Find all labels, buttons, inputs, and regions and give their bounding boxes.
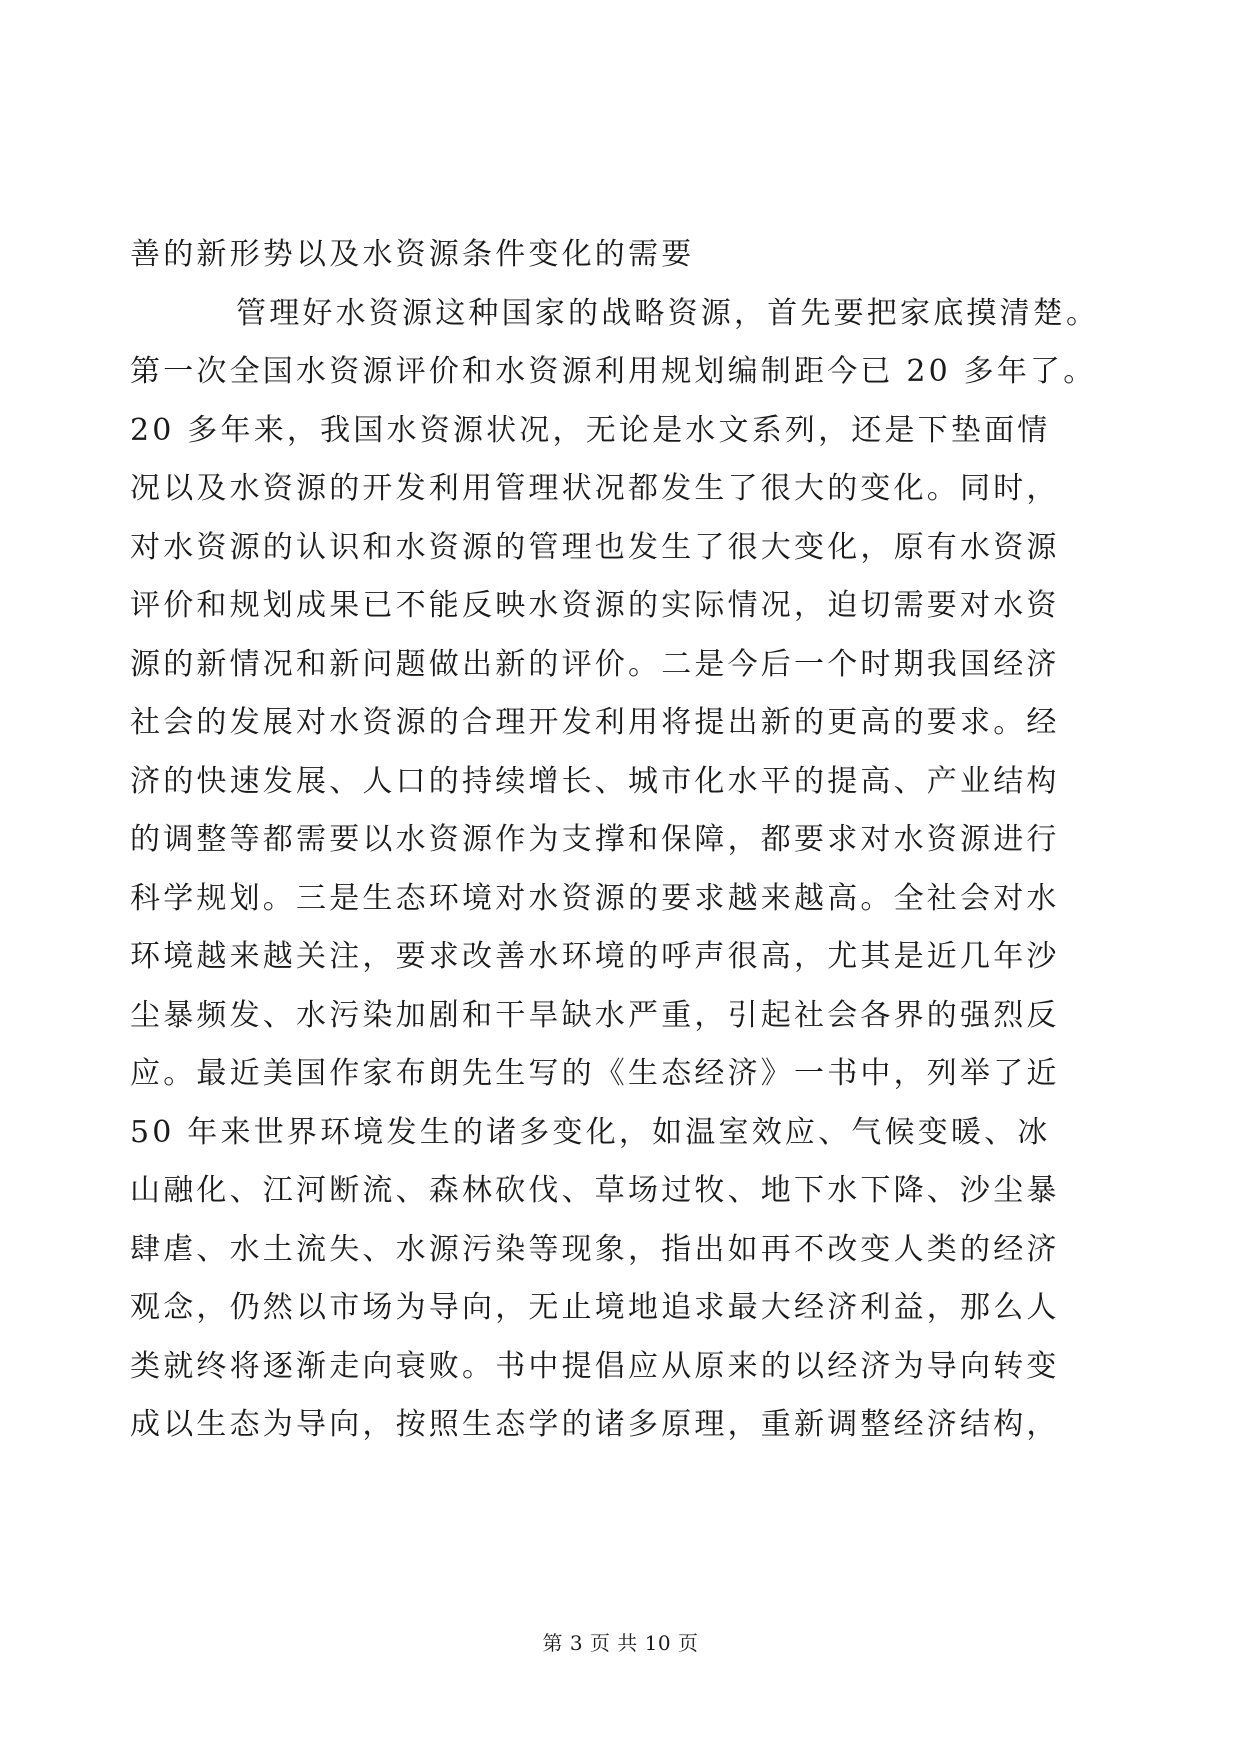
text-line: 济的快速发展、人口的持续增长、城市化水平的提高、产业结构 xyxy=(130,763,1060,799)
text-line: 对水资源的认识和水资源的管理也发生了很大变化，原有水资源 xyxy=(130,529,1060,565)
text-line: 类就终将逐渐走向衰败。书中提倡应从原来的以经济为导向转变 xyxy=(130,1348,1060,1384)
text-line: 50 年来世界环境发生的诸多变化，如温室效应、气候变暖、冰 xyxy=(130,1114,1051,1150)
text-line: 第一次全国水资源评价和水资源利用规划编制距今已 20 多年了。 xyxy=(130,354,1097,389)
text-line: 评价和规划成果已不能反映水资源的实际情况，迫切需要对水资 xyxy=(130,588,1060,623)
text-line: 肆虐、水土流失、水源污染等现象，指出如再不改变人类的经济 xyxy=(130,1231,1060,1267)
text-line: 尘暴频发、水污染加剧和干旱缺水严重，引起社会各界的强烈反 xyxy=(130,997,1060,1033)
text-line: 观念，仍然以市场为导向，无止境地追求最大经济利益，那么人 xyxy=(130,1290,1060,1325)
text-line: 况以及水资源的开发利用管理状况都发生了很大的变化。同时， xyxy=(130,471,1060,506)
text-line: 的调整等都需要以水资源作为支撑和保障，都要求对水资源进行 xyxy=(130,822,1060,857)
text-line: 源的新情况和新问题做出新的评价。二是今后一个时期我国经济 xyxy=(130,646,1060,682)
text-line: 应。最近美国作家布朗先生写的《生态经济》一书中，列举了近 xyxy=(130,1056,1060,1091)
document-body xyxy=(130,226,1120,1455)
text-line: 善的新形势以及水资源条件变化的需要 xyxy=(130,237,695,272)
text-line: 环境越来越关注，要求改善水环境的呼声很高，尤其是近几年沙 xyxy=(130,939,1060,974)
text-line: 社会的发展对水资源的合理开发利用将提出新的更高的要求。经 xyxy=(130,705,1060,740)
page-number-footer: 第 3 页 共 10 页 xyxy=(542,1631,699,1655)
paragraph-first-line: 管理好水资源这种国家的战略资源，首先要把家底摸清楚。 xyxy=(236,295,1100,331)
text-line: 山融化、江河断流、森林砍伐、草场过牧、地下水下降、沙尘暴 xyxy=(130,1173,1060,1208)
text-line: 科学规划。三是生态环境对水资源的要求越来越高。全社会对水 xyxy=(130,880,1060,916)
text-line: 20 多年来，我国水资源状况，无论是水文系列，还是下垫面情 xyxy=(130,412,1051,448)
text-line: 成以生态为导向，按照生态学的诸多原理，重新调整经济结构， xyxy=(130,1407,1060,1442)
